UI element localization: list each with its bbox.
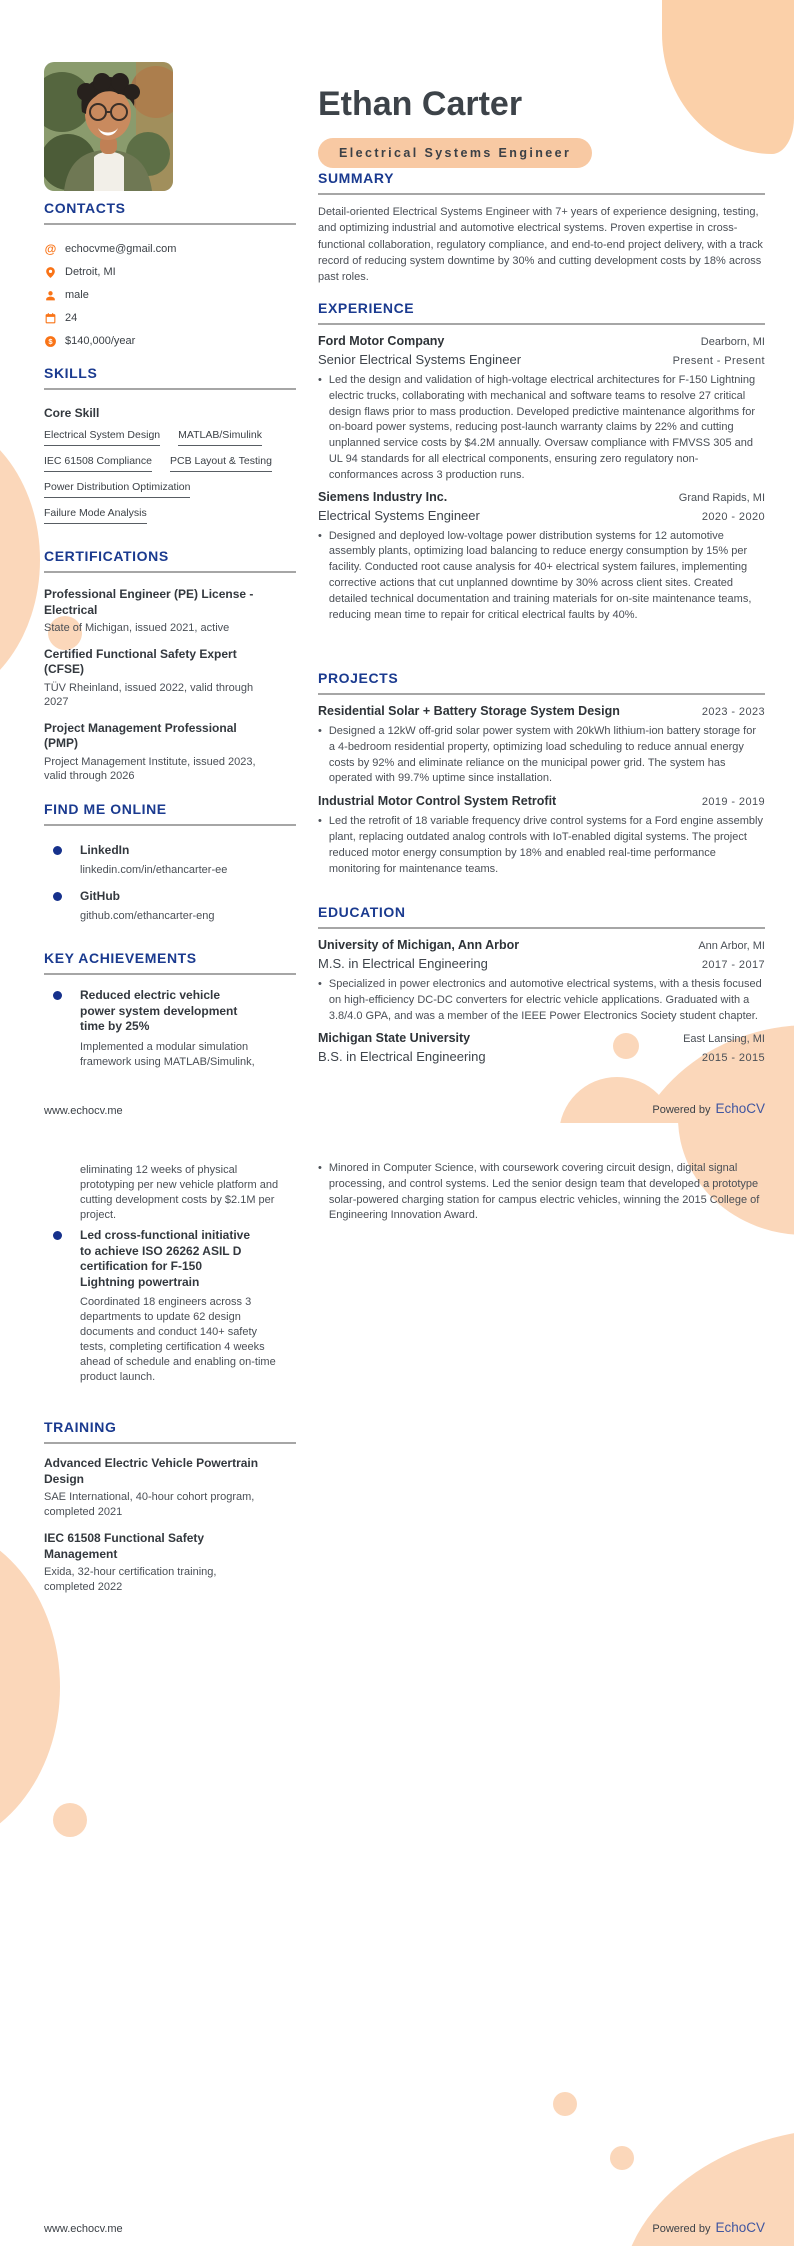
school-location: East Lansing, MI — [683, 1033, 765, 1046]
skills-group-label: Core Skill — [44, 406, 100, 420]
certification-title: Professional Engineer (PE) License - Electrical — [44, 587, 254, 617]
project-bullet — [318, 814, 765, 877]
training-detail: Exida, 32-hour certification training, completed 2022 — [44, 1566, 217, 1593]
calendar-icon — [44, 312, 57, 325]
training-item — [44, 1531, 264, 1594]
education-entry — [318, 938, 765, 1024]
section-divider — [44, 388, 296, 390]
education-dates: 2015 - 2015 — [701, 1052, 765, 1065]
profile-photo-illustration — [44, 62, 173, 191]
projects-section — [318, 670, 765, 877]
brand-logo-text[interactable]: EchoCV — [715, 1101, 765, 1116]
degree: B.S. in Electrical Engineering — [318, 1049, 486, 1065]
achievement-description-text: eliminating 12 weeks of physical prototyping per new vehicle platform and cutting development costs by $2.1M per project. — [80, 1164, 279, 1221]
job-bullet — [318, 373, 765, 484]
certification-title: Project Management Professional (PMP) — [44, 720, 237, 750]
achievement-description: Implemented a modular simulation framework using MATLAB/Simulink, — [80, 1040, 255, 1068]
email-icon: @ — [44, 241, 57, 256]
summary-section — [318, 170, 765, 285]
contact-location-value: Detroit, MI — [65, 266, 116, 278]
contact-gender-value: male — [65, 289, 89, 301]
certification-item — [44, 647, 264, 710]
powered-by[interactable] — [652, 1101, 765, 1116]
company-name: Siemens Industry Inc. — [318, 489, 448, 504]
certification-item — [44, 587, 264, 636]
key-achievements-heading: KEY ACHIEVEMENTS — [44, 950, 197, 966]
job-dates: Present - Present — [672, 355, 765, 367]
resume-page-2 — [0, 1123, 794, 2246]
training-title: Advanced Electric Vehicle Powertrain Design — [44, 1456, 259, 1486]
achievement-item — [44, 988, 282, 1070]
project-dates: 2023 - 2023 — [701, 706, 765, 718]
bullet-marker: • — [318, 815, 322, 828]
project-bullet — [318, 724, 765, 787]
project-entry — [318, 704, 765, 787]
bullet-dot-icon — [53, 1231, 62, 1240]
achievement-title: Reduced electric vehicle power system development time by 25% — [80, 988, 238, 1033]
find-me-online-section — [44, 801, 296, 923]
skill-item: Failure Mode Analysis — [44, 507, 147, 524]
contact-email-row[interactable] — [44, 242, 296, 256]
projects-heading: PROJECTS — [318, 670, 399, 686]
bullet-marker: • — [318, 374, 322, 386]
education-bullet-continued — [318, 1161, 765, 1224]
section-divider — [44, 973, 296, 975]
profile-photo — [44, 62, 173, 191]
powered-by-prefix: Powered by — [652, 1104, 711, 1116]
powered-by[interactable] — [652, 2220, 765, 2235]
skill-item: Electrical System Design — [44, 429, 160, 446]
training-title: IEC 61508 Functional Safety Management — [44, 1531, 205, 1561]
bullet-marker: • — [318, 1162, 322, 1174]
dollar-icon — [44, 335, 57, 348]
certification-detail: State of Michigan, issued 2021, active — [44, 622, 230, 634]
contact-salary-row — [44, 334, 296, 348]
contact-salary-value: $140,000/year — [65, 335, 136, 347]
job-entry — [318, 334, 765, 484]
project-title: Industrial Motor Control System Retrofit — [318, 794, 557, 809]
social-link-linkedin[interactable] — [44, 843, 270, 877]
skill-item: IEC 61508 Compliance — [44, 455, 152, 472]
key-achievements-section — [44, 950, 296, 1070]
project-dates: 2019 - 2019 — [701, 796, 765, 809]
bullet-marker: • — [318, 529, 322, 542]
job-location: Grand Rapids, MI — [678, 491, 765, 504]
education-section — [318, 904, 765, 1065]
school-name: Michigan State University — [318, 1031, 471, 1046]
achievement-description: Coordinated 18 engineers across 3 departments to update 62 design documents and conduct 140+ safety tests, completing certification 4 weeks ahead of schedule and enabling on-time product launch. — [80, 1296, 276, 1383]
training-detail: SAE International, 40-hour cohort program, completed 2021 — [44, 1491, 255, 1518]
education-bullet-text: Minored in Computer Science, with coursework covering circuit design, digital signal processing, and control systems. Led the senior design team that developed a prototype solar-powered charging station for campus electric vehicles, winning the 2015 College of Engineering Innovation Award. — [328, 1162, 760, 1222]
section-divider — [318, 193, 765, 195]
brand-logo-text[interactable]: EchoCV — [715, 2220, 765, 2235]
experience-heading: EXPERIENCE — [318, 300, 415, 316]
education-bullet-text: Specialized in power electronics and automotive electrical systems, with a thesis focused on high-efficiency DC-DC converters for electric vehicle applications. Graduated with a 3.8/4.0 GPA, and was a member of the IEEE Power Electronics Society student chapter. — [328, 978, 762, 1022]
job-bullet-text: Led the design and validation of high-voltage electrical architectures for F-150 Lightning electric trucks, collaborating with mechanical and software teams to resolve 27 critical design flaws prior to mass production. Developed predictive maintenance algorithms for on-board power systems, reducing post-launch warranty claims by 22% and cutting unplanned service costs by $4.2M annually. Oversaw compliance with FMVSS 305 and UL 94 standards for all electrical components, ensuring zero regulatory non-conformances across 3 production runs. — [328, 374, 756, 481]
powered-by-prefix: Powered by — [652, 2223, 711, 2235]
skill-item: PCB Layout & Testing — [170, 455, 272, 472]
person-icon — [44, 289, 57, 302]
education-entry — [318, 1031, 765, 1065]
degree: M.S. in Electrical Engineering — [318, 956, 488, 971]
bullet-marker: • — [318, 725, 322, 737]
location-pin-icon — [44, 266, 57, 279]
skills-list — [44, 429, 294, 524]
skills-heading: SKILLS — [44, 365, 98, 381]
experience-section — [318, 300, 765, 623]
project-title: Residential Solar + Battery Storage System Design — [318, 704, 620, 718]
training-item — [44, 1456, 264, 1519]
social-link-url[interactable]: github.com/ethancarter-eng — [80, 910, 215, 922]
skills-section — [44, 365, 296, 524]
job-title-badge: Electrical Systems Engineer — [318, 138, 592, 168]
education-bullet — [318, 977, 765, 1024]
summary-heading: SUMMARY — [318, 170, 395, 186]
contact-gender-row — [44, 288, 296, 302]
social-link-url[interactable]: linkedin.com/in/ethancarter-ee — [80, 864, 228, 876]
social-link-github[interactable] — [44, 889, 270, 923]
job-entry — [318, 490, 765, 624]
contact-location-row — [44, 265, 296, 279]
achievement-title: Led cross-functional initiative to achieve ISO 26262 ASIL D certification for F-150 Lightning powertrain — [80, 1228, 251, 1289]
section-divider — [318, 927, 765, 929]
certification-item — [44, 721, 264, 784]
project-bullet-text: Led the retrofit of 18 variable frequency drive control systems for a Ford engine assembly plant, replacing outdated analog controls with IoT-enabled digital systems. The project reduced motor energy consumption by 18% and enabled real-time performance monitoring for maintenance teams. — [328, 815, 763, 875]
skill-item: Power Distribution Optimization — [44, 481, 190, 498]
certification-detail: Project Management Institute, issued 2023, valid through 2026 — [44, 755, 256, 782]
contacts-section — [44, 200, 296, 348]
footer-site-link[interactable]: www.echocv.me — [44, 2223, 123, 2235]
section-divider — [318, 693, 765, 695]
summary-text: Detail-oriented Electrical Systems Engineer with 7+ years of experience designing, testing, and optimizing industrial and automotive electrical systems. Proven expertise in cross-functional collaboration, regulatory compliance, and end-to-end project delivery, with a track record of reducing system downtime by 30% and cutting development costs by 18% across past roles. — [318, 206, 763, 284]
education-heading: EDUCATION — [318, 904, 406, 920]
company-name: Ford Motor Company — [318, 334, 445, 348]
school-name: University of Michigan, Ann Arbor — [318, 938, 520, 952]
job-role: Senior Electrical Systems Engineer — [318, 352, 522, 367]
job-dates: 2020 - 2020 — [701, 510, 765, 523]
achievement-description-continued — [80, 1163, 282, 1223]
find-me-online-heading: FIND ME ONLINE — [44, 801, 167, 817]
bullet-dot-icon — [53, 846, 62, 855]
contact-age-row — [44, 311, 296, 325]
social-link-label[interactable]: GitHub — [80, 889, 120, 903]
job-bullet-text: Designed and deployed low-voltage power distribution systems for 12 automotive assembly plants, optimizing load balancing to reduce energy consumption by 15% per facility. Conducted root cause analysis for 40+ electrical system failures, implementing corrective actions that cut unplanned downtime by 30% across client sites. Created detailed technical documentation and training materials for on-site maintenance teams, reducing mean time to repair for critical electrical faults by 40%. — [328, 529, 752, 621]
social-link-label[interactable]: LinkedIn — [80, 843, 130, 857]
bullet-marker: • — [318, 978, 322, 990]
bullet-dot-icon — [53, 892, 62, 901]
training-heading: TRAINING — [44, 1419, 117, 1435]
section-divider — [44, 1442, 296, 1444]
school-location: Ann Arbor, MI — [698, 940, 765, 952]
footer-site-link[interactable]: www.echocv.me — [44, 1105, 123, 1117]
job-role: Electrical Systems Engineer — [318, 507, 480, 523]
education-bullet — [318, 1161, 765, 1224]
training-section — [44, 1419, 296, 1594]
certification-title: Certified Functional Safety Expert (CFSE) — [44, 646, 237, 676]
page-title-name: Ethan Carter — [318, 85, 523, 123]
contact-age-value: 24 — [65, 312, 78, 324]
svg-text:$: $ — [48, 336, 53, 346]
skill-item: MATLAB/Simulink — [178, 429, 262, 446]
certifications-section — [44, 548, 296, 784]
certifications-heading: CERTIFICATIONS — [44, 548, 169, 564]
job-location: Dearborn, MI — [700, 336, 765, 348]
project-bullet-text: Designed a 12kW off-grid solar power system with 20kWh lithium-ion battery storage for a 4-bedroom residential property, optimizing load scheduling to reduce annual energy costs by 92% and eliminate reliance on the municipal power grid. The system has operated with 99.7% uptime since installation. — [328, 725, 757, 785]
achievement-item — [44, 1228, 282, 1385]
section-divider — [318, 323, 765, 325]
certification-detail: TÜV Rheinland, issued 2022, valid through 2027 — [44, 681, 254, 708]
contacts-heading: CONTACTS — [44, 200, 126, 216]
project-entry — [318, 794, 765, 877]
education-dates: 2017 - 2017 — [701, 959, 765, 971]
job-bullet — [318, 529, 765, 624]
contact-email-value[interactable]: echocvme@gmail.com — [65, 243, 177, 255]
bullet-dot-icon — [53, 991, 62, 1000]
